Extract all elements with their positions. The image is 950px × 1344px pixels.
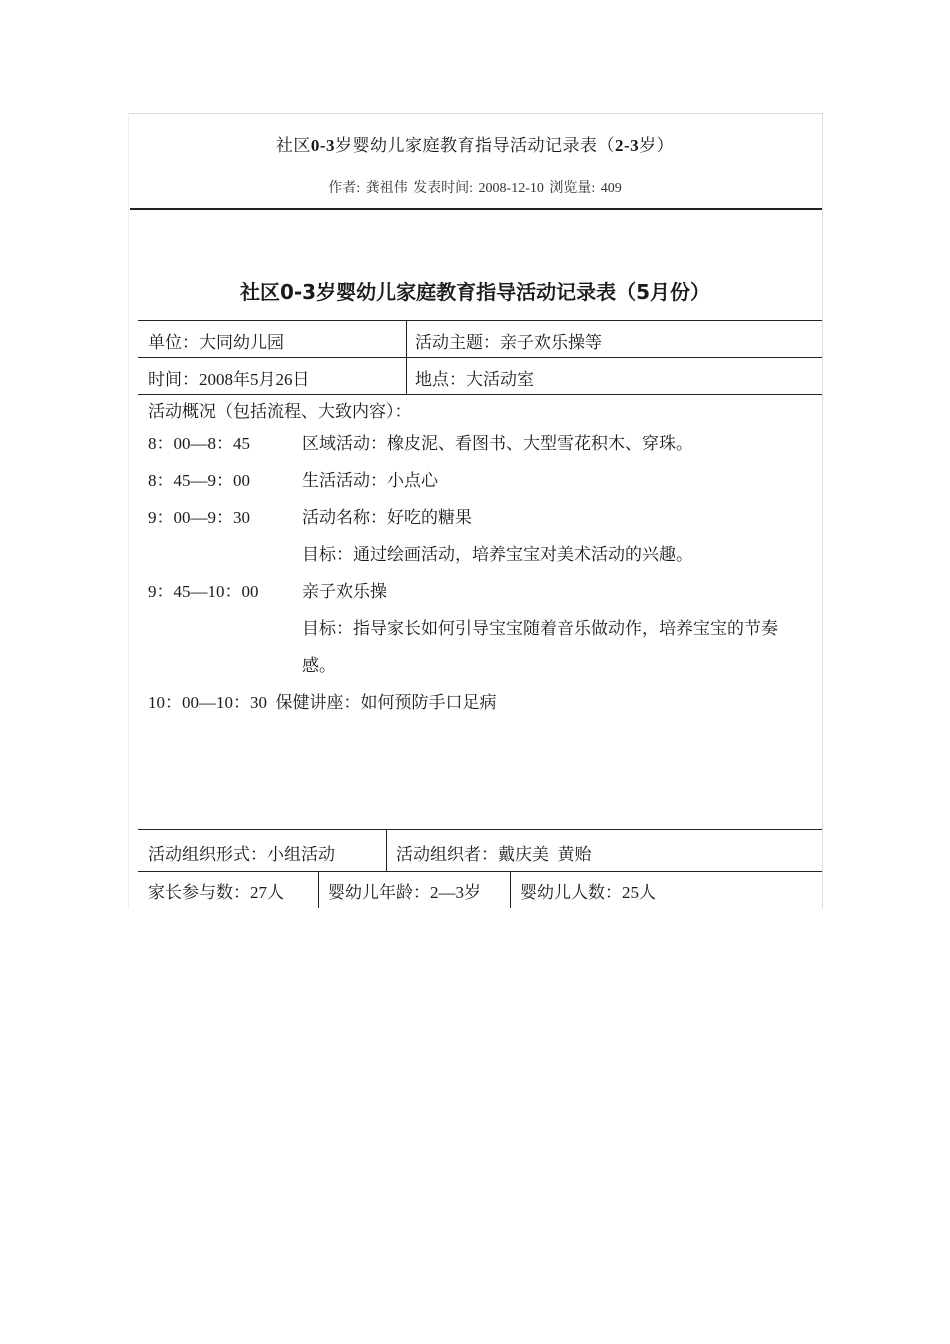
schedule-text: 目标：通过绘画活动，培养宝宝对美术活动的兴趣。: [302, 545, 693, 564]
table-divider-3: [318, 871, 319, 908]
table-divider-2: [386, 829, 387, 872]
table-line-1: [138, 357, 822, 358]
schedule-text: 活动名称：好吃的糖果: [302, 508, 472, 527]
schedule-text: 亲子欢乐操: [302, 582, 387, 601]
age-cell: 婴幼儿年龄：2—3岁: [328, 883, 481, 902]
author-name: 龚祖伟: [365, 181, 408, 196]
schedule-time: 8：00—8：45: [148, 434, 250, 453]
views-count: 409: [600, 181, 622, 196]
schedule-text: 区域活动：橡皮泥、看图书、大型雪花积木、穿珠。: [302, 434, 693, 453]
date-label: 发表时间:: [413, 181, 474, 196]
org-form-cell: 活动组织形式：小组活动: [148, 845, 335, 864]
table-border-top: [138, 320, 822, 321]
table-line-2: [138, 394, 822, 395]
publish-date: 2008-12-10: [478, 181, 544, 196]
schedule-text: 生活活动：小点心: [302, 471, 438, 490]
unit-cell: 单位：大同幼儿园: [148, 333, 284, 352]
table-divider-4: [510, 871, 511, 908]
article-title: 社区0-3岁婴幼儿家庭教育指导活动记录表（2-3岁）: [275, 136, 675, 155]
views-label: 浏览量:: [549, 181, 596, 196]
schedule-text: 感。: [302, 656, 336, 675]
theme-cell: 活动主题：亲子欢乐操等: [415, 333, 602, 352]
children-cell: 婴幼儿人数：25人: [520, 883, 656, 902]
form-title: 社区0-3岁婴幼儿家庭教育指导活动记录表（5月份）: [239, 280, 711, 304]
table-line-4: [138, 871, 822, 872]
place-cell: 地点：大活动室: [415, 370, 534, 389]
schedule-last-item: 10：00—10：30 保健讲座：如何预防手口足病: [148, 693, 497, 712]
schedule-time: 9：45—10：00: [148, 582, 259, 601]
article-meta: [128, 177, 822, 197]
header-divider: [130, 208, 822, 210]
schedule-time: 8：45—9：00: [148, 471, 250, 490]
schedule-text: 目标：指导家长如何引导宝宝随着音乐做动作，培养宝宝的节奏: [302, 619, 778, 638]
table-divider-1: [406, 320, 407, 395]
organizer-cell: 活动组织者：戴庆美 黄贻: [396, 845, 592, 864]
overview-label: 活动概况（包括流程、大致内容）：: [148, 402, 412, 421]
table-line-3: [138, 829, 822, 830]
author-label: 作者:: [328, 181, 361, 196]
parents-cell: 家长参与数：27人: [148, 883, 284, 902]
schedule-time: 9：00—9：30: [148, 508, 250, 527]
time-cell: 时间：2008年5月26日: [148, 370, 310, 389]
